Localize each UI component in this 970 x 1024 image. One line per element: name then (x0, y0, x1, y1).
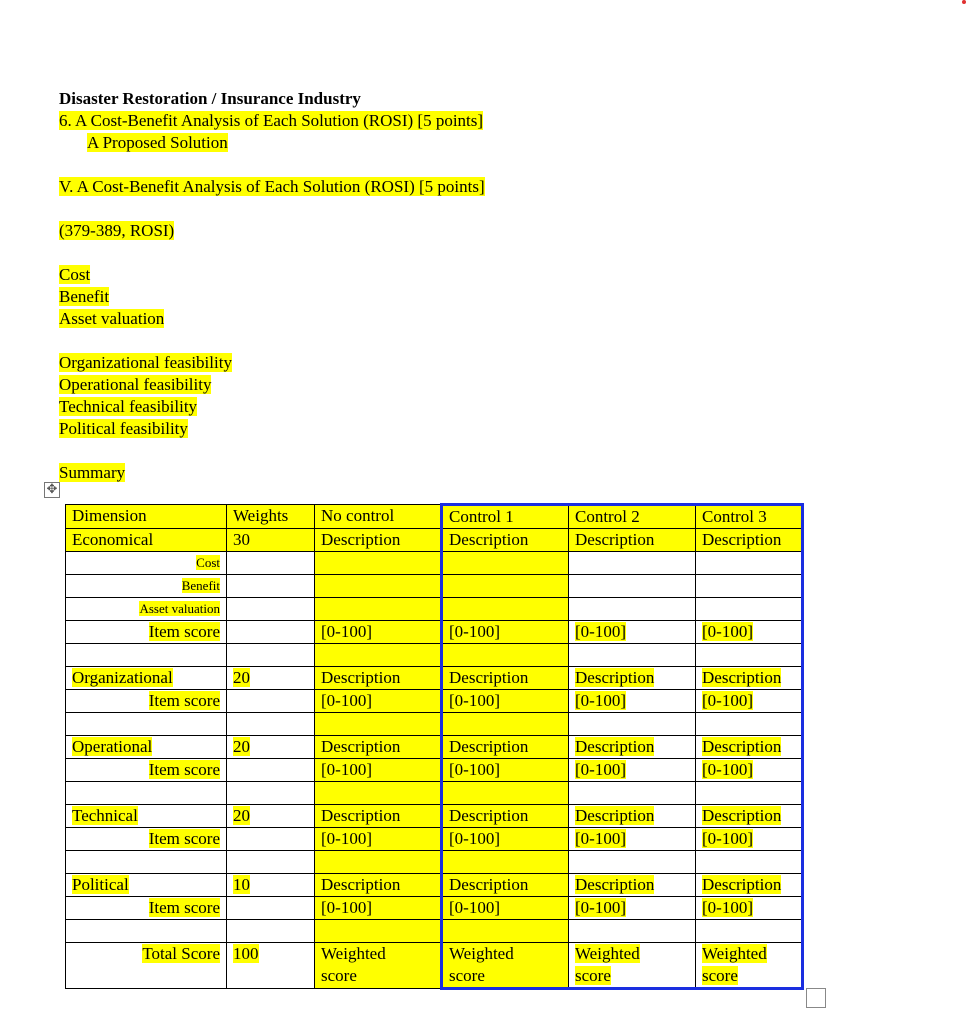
table-row (66, 897, 803, 920)
header-control-1: Control 1 (442, 505, 569, 529)
cell-description: Description (315, 667, 442, 690)
table-row (66, 644, 803, 667)
weight-organizational: 20 (233, 668, 250, 687)
weight-cell (227, 736, 315, 759)
cell-description: Description (315, 529, 442, 552)
table-row (66, 920, 803, 943)
empty-cell (315, 552, 442, 575)
header-control-3: Control 3 (696, 505, 803, 529)
empty-cell (227, 598, 315, 621)
cell-description: Description (696, 874, 803, 897)
score-cell: [0-100] (696, 897, 803, 920)
cell-description: Description (696, 736, 803, 759)
score-cell: [0-100] (442, 690, 569, 713)
weight-technical: 20 (233, 806, 250, 825)
heading-line-3: V. A Cost-Benefit Analysis of Each Solution (ROSI) [5 points] (59, 177, 485, 196)
cell-description: Description (696, 667, 803, 690)
table-row (66, 713, 803, 736)
dimension-technical: Technical (72, 806, 138, 825)
dimension-economical: Economical (66, 529, 227, 552)
dimension-political: Political (72, 875, 129, 894)
dimension-cell (66, 736, 227, 759)
item-score-cell: Item score (66, 897, 227, 920)
table-row (66, 529, 803, 552)
weight-cell (227, 874, 315, 897)
item-score-cell: Item score (66, 690, 227, 713)
list-item-operational: Operational feasibility (59, 375, 212, 394)
move-arrows-icon[interactable]: ✥ (44, 482, 60, 498)
cell-description: Description (442, 529, 569, 552)
total-score-label: Total Score (142, 944, 220, 963)
sub-item-cell (66, 575, 227, 598)
total-weight-cell (227, 943, 315, 989)
cell-description: Description (569, 874, 696, 897)
empty-cell (315, 575, 442, 598)
document-body (59, 88, 485, 484)
dimension-cell (66, 667, 227, 690)
score-cell: [0-100] (315, 621, 442, 644)
empty-cell (442, 575, 569, 598)
total-label-cell (66, 943, 227, 989)
summary-table (65, 503, 804, 990)
summary-heading: Summary (59, 463, 126, 482)
header-weights: Weights (227, 505, 315, 529)
table-row (66, 690, 803, 713)
score-cell: [0-100] (569, 690, 696, 713)
empty-cell (569, 598, 696, 621)
resize-handle-icon[interactable] (806, 988, 826, 1008)
dimension-operational: Operational (72, 737, 153, 756)
table-row (66, 552, 803, 575)
score-cell: [0-100] (442, 897, 569, 920)
cell-description: Description (315, 874, 442, 897)
score-cell: [0-100] (696, 828, 803, 851)
cell-description: Description (696, 805, 803, 828)
sub-item-cell (66, 552, 227, 575)
item-score-cell: Item score (66, 759, 227, 782)
score-cell: [0-100] (442, 759, 569, 782)
sub-item-asset-valuation: Asset valuation (139, 601, 220, 616)
list-item-benefit: Benefit (59, 287, 110, 306)
empty-cell (569, 552, 696, 575)
dimension-cell (66, 805, 227, 828)
heading-line-2: A Proposed Solution (87, 133, 228, 152)
cell-description: Description (569, 529, 696, 552)
heading-line-1: 6. A Cost-Benefit Analysis of Each Solution (ROSI) [5 points] (59, 111, 484, 130)
cell-description: Description (315, 736, 442, 759)
empty-cell (696, 552, 803, 575)
list-item-technical: Technical feasibility (59, 397, 198, 416)
score-cell: [0-100] (696, 690, 803, 713)
score-cell: [0-100] (569, 828, 696, 851)
list-item-asset-valuation: Asset valuation (59, 309, 165, 328)
table-row (66, 759, 803, 782)
table-row (66, 621, 803, 644)
score-cell: [0-100] (315, 897, 442, 920)
header-control-2: Control 2 (569, 505, 696, 529)
weight-economical: 30 (227, 529, 315, 552)
cell-description: Description (442, 736, 569, 759)
sub-item-benefit: Benefit (181, 578, 220, 593)
weighted-score-cell: Weighted score (442, 943, 569, 989)
score-cell: [0-100] (569, 621, 696, 644)
cell-description: Description (442, 667, 569, 690)
score-cell: [0-100] (315, 759, 442, 782)
score-cell: [0-100] (315, 828, 442, 851)
weight-political: 10 (233, 875, 250, 894)
cell-description: Description (442, 805, 569, 828)
empty-cell (227, 552, 315, 575)
cell-description: Description (569, 736, 696, 759)
weighted-score-cell: Weighted score (569, 943, 696, 989)
sub-item-cost: Cost (196, 555, 220, 570)
list-item-organizational: Organizational feasibility (59, 353, 232, 372)
table-row (66, 736, 803, 759)
table-row (66, 667, 803, 690)
reference-line: (379-389, ROSI) (59, 221, 175, 240)
cell-description: Description (315, 805, 442, 828)
table-row (66, 782, 803, 805)
item-score-cell (66, 621, 227, 644)
score-cell: [0-100] (442, 621, 569, 644)
weight-operational: 20 (233, 737, 250, 756)
table-header-row (66, 505, 803, 529)
score-cell: [0-100] (696, 621, 803, 644)
empty-cell (696, 575, 803, 598)
cell-description: Description (569, 805, 696, 828)
table-row (66, 805, 803, 828)
cell-description: Description (569, 667, 696, 690)
total-weight: 100 (233, 944, 259, 963)
score-cell: [0-100] (569, 759, 696, 782)
table-row (66, 828, 803, 851)
table-row (66, 874, 803, 897)
cell-description: Description (442, 874, 569, 897)
header-dimension: Dimension (66, 505, 227, 529)
weighted-score-cell: Weighted score (696, 943, 803, 989)
empty-cell (227, 621, 315, 644)
list-item-political: Political feasibility (59, 419, 188, 438)
dimension-organizational: Organizational (72, 668, 173, 687)
list-item-cost: Cost (59, 265, 91, 284)
sub-item-cell (66, 598, 227, 621)
weight-cell (227, 805, 315, 828)
score-cell: [0-100] (569, 897, 696, 920)
notification-dot (962, 0, 966, 4)
item-score-cell: Item score (66, 828, 227, 851)
empty-cell (442, 598, 569, 621)
empty-cell (696, 598, 803, 621)
table-row (66, 598, 803, 621)
total-row (66, 943, 803, 989)
weighted-score-cell: Weighted score (315, 943, 442, 989)
table-row (66, 575, 803, 598)
score-cell: [0-100] (696, 759, 803, 782)
empty-cell (227, 575, 315, 598)
score-cell: [0-100] (442, 828, 569, 851)
table-row (66, 851, 803, 874)
empty-cell (442, 552, 569, 575)
item-score-label: Item score (148, 622, 220, 641)
weight-cell (227, 667, 315, 690)
header-no-control: No control (315, 505, 442, 529)
document-title: Disaster Restoration / Insurance Industry (59, 89, 361, 108)
empty-cell (569, 575, 696, 598)
empty-cell (315, 598, 442, 621)
dimension-cell (66, 874, 227, 897)
cell-description: Description (696, 529, 803, 552)
score-cell: [0-100] (315, 690, 442, 713)
